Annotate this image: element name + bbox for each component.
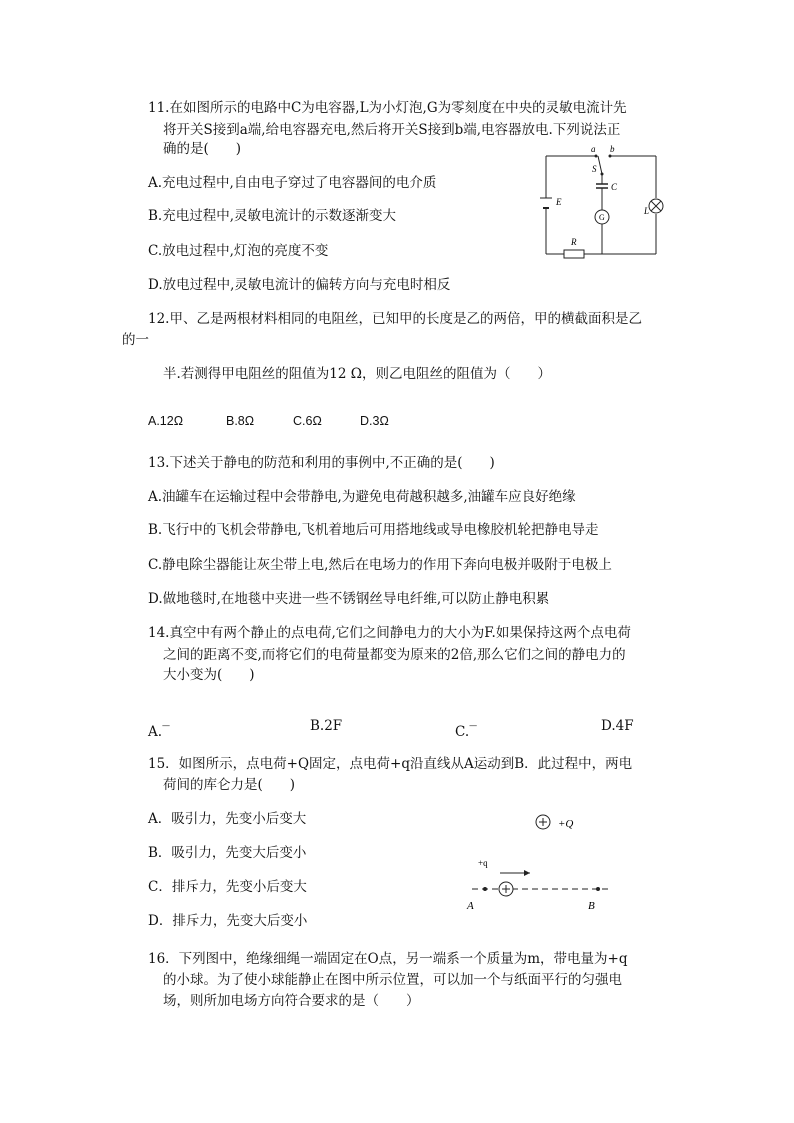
q12-option-c: C.6Ω <box>293 414 322 428</box>
q15-stem-line1: 15．如图所示，点电荷+Q固定，点电荷+q沿直线从A运动到B．此过程中，两电 <box>148 756 633 772</box>
q13-option-b: B.飞行中的飞机会带静电,飞机着地后可用搭地线或导电橡胶机轮把静电导走 <box>148 522 599 538</box>
label-point-b: B <box>588 900 595 912</box>
q15-option-c: C．排斥力，先变小后变大 <box>148 879 307 895</box>
q16-stem-line2: 的小球。为了使小球能静止在图中所示位置，可以加一个与纸面平行的匀强电 <box>163 972 622 988</box>
point-b <box>596 887 600 891</box>
q13-option-a: A.油罐车在运输过程中会带静电,为避免电荷越积越多,油罐车应良好绝缘 <box>148 489 576 505</box>
label-l: L <box>644 206 650 216</box>
q11-stem-line1: 11.在如图所示的电路中C为电容器,L为小灯泡,G为零刻度在中央的灵敏电流计先 <box>148 100 627 116</box>
q13-option-d: D.做地毯时,在地毯中夹进一些不锈钢丝导电纤维,可以防止静电积累 <box>148 591 550 607</box>
q12-option-b: B.8Ω <box>226 414 255 428</box>
label-small-q: +q <box>478 858 488 868</box>
q12-stem-line2: 的一 <box>122 332 149 348</box>
q14-option-d: D.4F <box>601 718 634 734</box>
q11-option-b: B.充电过程中,灵敏电流计的示数逐渐变大 <box>148 208 397 224</box>
q14-stem-line1: 14.真空中有两个静止的点电荷,它们之间静电力的大小为F.如果保持这两个点电荷 <box>148 625 631 641</box>
q13-option-c: C.静电除尘器能让灰尘带上电,然后在电场力的作用下奔向电极并吸附于电极上 <box>148 557 612 573</box>
point-a <box>483 887 487 891</box>
label-s: S <box>592 164 597 174</box>
q12-stem-line3: 半.若测得甲电阻丝的阻值为12 Ω，则乙电阻丝的阻值为（ ） <box>163 366 551 382</box>
q12-option-a: A.12Ω <box>148 414 184 428</box>
q14-option-a: A.— <box>148 721 171 740</box>
label-a: a <box>591 144 596 154</box>
q14-option-c: C.— <box>455 721 478 740</box>
q14-stem-line2: 之间的距离不变,而将它们的电荷量都变为原来的2倍,那么它们之间的静电力的 <box>163 647 626 663</box>
label-g: G <box>599 213 605 222</box>
label-point-a: A <box>467 900 474 912</box>
q15-option-d: D．排斥力，先变大后变小 <box>148 913 308 929</box>
q16-stem-line3: 场，则所加电场方向符合要求的是（ ） <box>163 993 420 1009</box>
q11-option-a: A.充电过程中,自由电子穿过了电容器间的电介质 <box>148 175 437 191</box>
label-r: R <box>571 237 577 247</box>
q12-option-d: D.3Ω <box>360 414 389 428</box>
q11-stem-line3: 确的是( ) <box>163 141 242 157</box>
q12-stem-line1: 12.甲、乙是两根材料相同的电阻丝，已知甲的长度是乙的两倍，甲的横截面积是乙 <box>148 311 642 327</box>
label-b: b <box>610 144 615 154</box>
circuit-diagram <box>538 142 664 260</box>
q11-option-d: D.放电过程中,灵敏电流计的偏转方向与充电时相反 <box>148 277 451 293</box>
q15-option-a: A．吸引力，先变小后变大 <box>148 811 307 827</box>
q16-stem-line1: 16．下列图中，绝缘细绳一端固定在O点，另一端系一个质量为m，带电量为+q <box>148 951 628 967</box>
q14-stem-line3: 大小变为( ) <box>163 667 255 683</box>
q11-stem-line2: 将开关S接到a端,给电容器充电,然后将开关S接到b端,电容器放电.下列说法正 <box>163 122 621 138</box>
q15-option-b: B．吸引力，先变大后变小 <box>148 845 307 861</box>
q15-stem-line2: 荷间的库仑力是( ) <box>163 777 296 793</box>
q13-stem: 13.下述关于静电的防范和利用的事例中,不正确的是( ) <box>148 455 495 471</box>
label-big-q: +Q <box>558 818 574 830</box>
q11-option-c: C.放电过程中,灯泡的亮度不变 <box>148 243 329 259</box>
label-e: E <box>556 197 562 207</box>
charge-diagram <box>460 808 620 918</box>
q14-option-b: B.2F <box>310 718 343 734</box>
label-c: C <box>611 182 618 192</box>
